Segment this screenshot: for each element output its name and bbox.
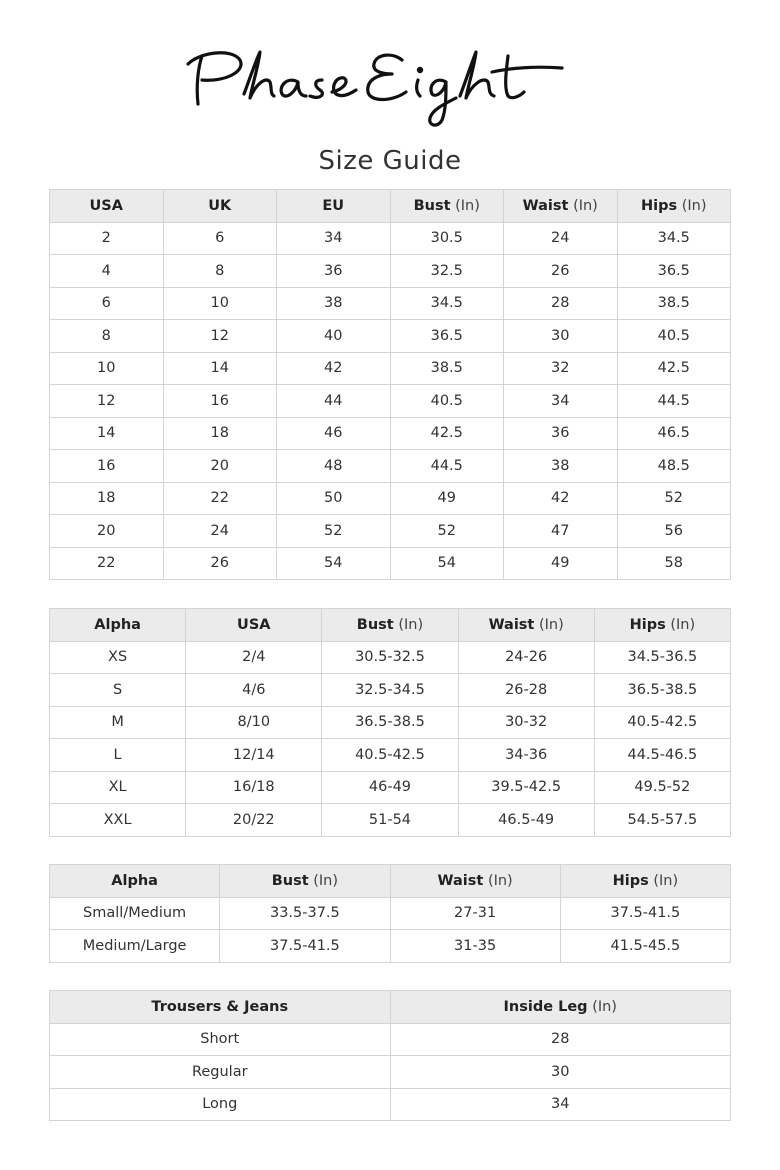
table-cell: 6 (163, 222, 277, 255)
column-header-label: Bust (356, 616, 394, 633)
table-cell: 4/6 (186, 674, 322, 707)
table-cell: XS (50, 641, 186, 674)
column-header-bust (390, 190, 504, 223)
table-cell: 34.5-36.5 (594, 641, 730, 674)
table-cell: 40.5-42.5 (322, 739, 458, 772)
table-row (50, 320, 731, 353)
trousers-jeans-table (49, 990, 731, 1121)
table-cell: 30 (390, 1056, 731, 1089)
table-cell: 38 (277, 287, 391, 320)
table-cell: Long (50, 1088, 391, 1121)
column-header-label: Waist (522, 197, 569, 214)
table-cell: 44 (277, 385, 391, 418)
table-header-row (50, 609, 731, 642)
table-cell: S (50, 674, 186, 707)
column-header-label: USA (237, 616, 271, 633)
column-header-hips (560, 865, 730, 898)
table-cell: L (50, 739, 186, 772)
column-header-label: Hips (640, 197, 678, 214)
column-header-unit: (In) (681, 197, 707, 214)
table-cell: 18 (163, 417, 277, 450)
table-cell: 40.5-42.5 (594, 706, 730, 739)
table-cell: 16 (163, 385, 277, 418)
table-cell: 46.5-49 (458, 804, 594, 837)
table-cell: 42 (277, 352, 391, 385)
column-header-label: Bust (413, 197, 451, 214)
table-cell: 2 (50, 222, 164, 255)
table-cell: 44.5-46.5 (594, 739, 730, 772)
table-row (50, 771, 731, 804)
table-cell: 16 (50, 450, 164, 483)
women-size-table (49, 189, 731, 580)
table-cell: Short (50, 1023, 391, 1056)
table-cell: 37.5-41.5 (560, 897, 730, 930)
column-header-inside-leg (390, 991, 731, 1024)
table-cell: 49 (504, 547, 618, 580)
table-cell: Small/Medium (50, 897, 220, 930)
table-cell: 31-35 (390, 930, 560, 963)
table-cell: 27-31 (390, 897, 560, 930)
table-cell: 52 (390, 515, 504, 548)
table-cell: 26 (504, 255, 618, 288)
table-cell: 20 (50, 515, 164, 548)
column-header-label: EU (322, 197, 345, 214)
table-cell: 30.5 (390, 222, 504, 255)
table-cell: 34.5 (390, 287, 504, 320)
table-header-row (50, 991, 731, 1024)
table-row (50, 385, 731, 418)
column-header-bust (322, 609, 458, 642)
table-row (50, 417, 731, 450)
table-row (50, 222, 731, 255)
table-cell: 48 (277, 450, 391, 483)
table-cell: 36.5-38.5 (322, 706, 458, 739)
table-cell: 34.5 (617, 222, 731, 255)
column-header-label: Alpha (94, 616, 141, 633)
column-header-waist (458, 609, 594, 642)
brand-logo (0, 38, 780, 130)
table-row (50, 1023, 731, 1056)
column-header-unit: (In) (455, 197, 480, 214)
column-header-unit: (In) (398, 616, 424, 633)
table-cell: 36.5 (617, 255, 731, 288)
table-row (50, 641, 731, 674)
column-header-unit: (In) (487, 872, 513, 889)
table-cell: 40 (277, 320, 391, 353)
table-row (50, 547, 731, 580)
table-header-row (50, 190, 731, 223)
table-cell: 49 (390, 482, 504, 515)
column-header-unit: (In) (670, 616, 696, 633)
table-cell: 40.5 (617, 320, 731, 353)
table-cell: 10 (50, 352, 164, 385)
column-header-label: Bust (271, 872, 309, 889)
table-cell: 37.5-41.5 (220, 930, 390, 963)
table-cell: 47 (504, 515, 618, 548)
column-header-unit: (In) (313, 872, 339, 889)
table-cell: 2/4 (186, 641, 322, 674)
table-cell: Regular (50, 1056, 391, 1089)
alpha-combined-size-table (49, 864, 731, 963)
table-cell: 46.5 (617, 417, 731, 450)
column-header-label: Waist (488, 616, 535, 633)
table-row (50, 739, 731, 772)
table-cell: 28 (390, 1023, 731, 1056)
table-row (50, 1056, 731, 1089)
table-cell: 30 (504, 320, 618, 353)
table-cell: 36.5 (390, 320, 504, 353)
table-cell: 14 (163, 352, 277, 385)
table-cell: 8 (163, 255, 277, 288)
table-cell: 24 (163, 515, 277, 548)
table-cell: 54 (390, 547, 504, 580)
column-header-label: Alpha (111, 872, 158, 889)
table-cell: 34 (277, 222, 391, 255)
table-cell: 38.5 (617, 287, 731, 320)
column-header-alpha (50, 609, 186, 642)
table-cell: 34 (504, 385, 618, 418)
table-row (50, 674, 731, 707)
column-header-unit: (In) (573, 197, 598, 214)
table-cell: 14 (50, 417, 164, 450)
table-cell: XXL (50, 804, 186, 837)
table-row (50, 706, 731, 739)
table-cell: 41.5-45.5 (560, 930, 730, 963)
table-cell: 42.5 (390, 417, 504, 450)
table-cell: 30.5-32.5 (322, 641, 458, 674)
table-row (50, 352, 731, 385)
column-header-label: Hips (629, 616, 666, 633)
table-cell: 40.5 (390, 385, 504, 418)
table-cell: 56 (617, 515, 731, 548)
table-cell: 36 (504, 417, 618, 450)
table-cell: 12 (163, 320, 277, 353)
table-cell: 38.5 (390, 352, 504, 385)
table-cell: 54.5-57.5 (594, 804, 730, 837)
table-row (50, 450, 731, 483)
column-header-label: UK (208, 197, 232, 214)
column-header-eu (277, 190, 391, 223)
table-cell: 44.5 (617, 385, 731, 418)
table-cell: 49.5-52 (594, 771, 730, 804)
column-header-label: Trousers & Jeans (151, 998, 289, 1015)
table-cell: 36 (277, 255, 391, 288)
column-header-bust (220, 865, 390, 898)
table-cell: 28 (504, 287, 618, 320)
table-cell: 42.5 (617, 352, 731, 385)
column-header-label: Hips (612, 872, 649, 889)
table-cell: 34-36 (458, 739, 594, 772)
table-cell: 51-54 (322, 804, 458, 837)
table-row (50, 287, 731, 320)
column-header-uk (163, 190, 277, 223)
column-header-alpha (50, 865, 220, 898)
column-header-waist (504, 190, 618, 223)
table-cell: 6 (50, 287, 164, 320)
table-cell: 58 (617, 547, 731, 580)
table-row (50, 515, 731, 548)
table-cell: 52 (617, 482, 731, 515)
column-header-label: Inside Leg (503, 998, 588, 1015)
table-cell: 48.5 (617, 450, 731, 483)
table-cell: 46 (277, 417, 391, 450)
table-row (50, 897, 731, 930)
column-header-usa (186, 609, 322, 642)
table-cell: 18 (50, 482, 164, 515)
column-header-unit: (In) (653, 872, 679, 889)
table-cell: 33.5-37.5 (220, 897, 390, 930)
table-cell: 16/18 (186, 771, 322, 804)
table-cell: 26-28 (458, 674, 594, 707)
table-cell: 34 (390, 1088, 731, 1121)
column-header-unit: (In) (592, 998, 617, 1015)
table-cell: Medium/Large (50, 930, 220, 963)
table-cell: 22 (50, 547, 164, 580)
table-cell: 20/22 (186, 804, 322, 837)
table-cell: 36.5-38.5 (594, 674, 730, 707)
table-cell: 38 (504, 450, 618, 483)
column-header-label: Waist (437, 872, 484, 889)
column-header-hips (594, 609, 730, 642)
phase-eight-script-logo (180, 38, 600, 130)
column-header-hips (617, 190, 731, 223)
table-cell: 12 (50, 385, 164, 418)
table-row (50, 1088, 731, 1121)
table-cell: 22 (163, 482, 277, 515)
table-row (50, 804, 731, 837)
table-cell: 4 (50, 255, 164, 288)
table-cell: 39.5-42.5 (458, 771, 594, 804)
table-cell: 8 (50, 320, 164, 353)
table-cell: 20 (163, 450, 277, 483)
table-cell: 32.5 (390, 255, 504, 288)
table-cell: 24 (504, 222, 618, 255)
page-title: Size Guide (318, 146, 462, 176)
table-cell: 10 (163, 287, 277, 320)
table-cell: 30-32 (458, 706, 594, 739)
table-cell: 32.5-34.5 (322, 674, 458, 707)
table-header-row (50, 865, 731, 898)
column-header-usa (50, 190, 164, 223)
table-cell: XL (50, 771, 186, 804)
table-cell: 26 (163, 547, 277, 580)
table-row (50, 482, 731, 515)
table-cell: 44.5 (390, 450, 504, 483)
table-cell: 8/10 (186, 706, 322, 739)
table-cell: 24-26 (458, 641, 594, 674)
column-header-label: USA (89, 197, 123, 214)
table-cell: 50 (277, 482, 391, 515)
table-cell: 32 (504, 352, 618, 385)
table-cell: 42 (504, 482, 618, 515)
column-header-waist (390, 865, 560, 898)
table-cell: 54 (277, 547, 391, 580)
column-header-unit: (In) (538, 616, 564, 633)
table-cell: 12/14 (186, 739, 322, 772)
table-row (50, 930, 731, 963)
table-cell: 46-49 (322, 771, 458, 804)
table-row (50, 255, 731, 288)
table-cell: 52 (277, 515, 391, 548)
table-cell: M (50, 706, 186, 739)
column-header-trousers-jeans (50, 991, 391, 1024)
alpha-size-table (49, 608, 731, 837)
